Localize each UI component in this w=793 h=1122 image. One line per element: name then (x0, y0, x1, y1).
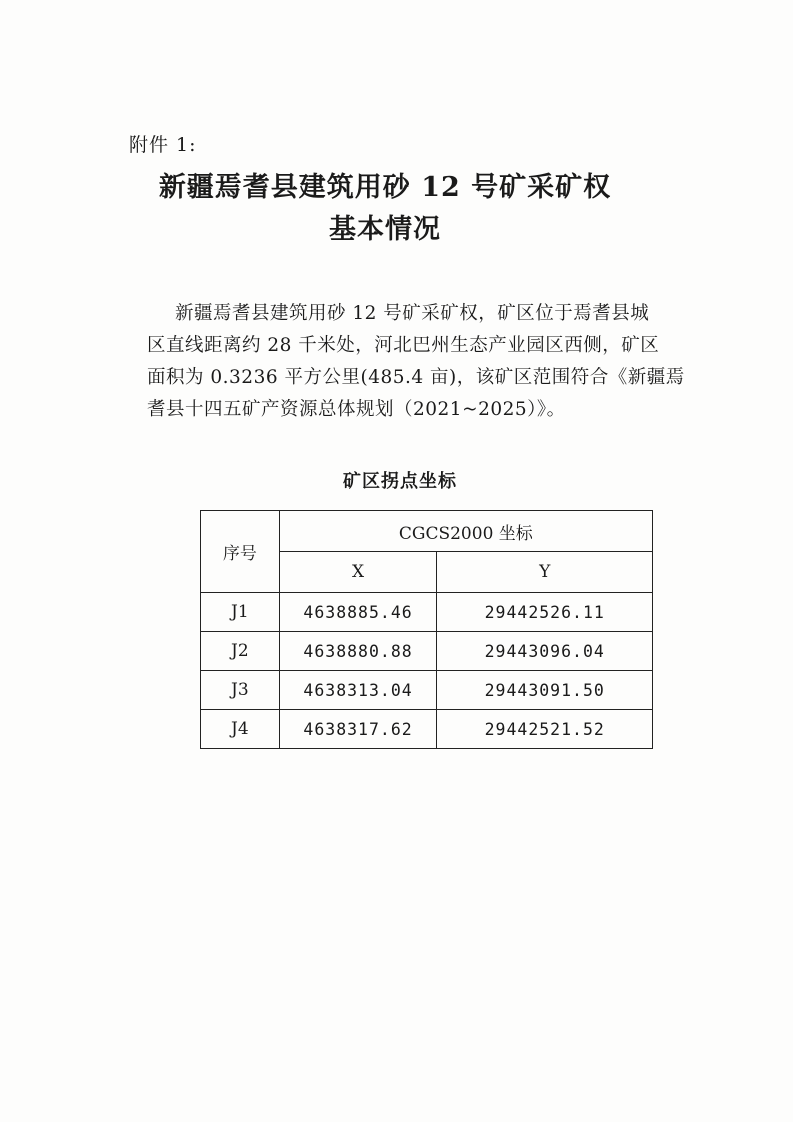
header-x: X (279, 552, 437, 593)
paragraph-line: 面积为 0.3236 平方公里(485.4 亩)，该矿区范围符合《新疆焉 (147, 367, 685, 388)
table-header-row (201, 511, 653, 552)
table-caption: 矿区拐点坐标 (343, 471, 457, 492)
coordinates-table (200, 510, 653, 749)
table-row (201, 632, 653, 671)
table-row (201, 671, 653, 710)
table-row (201, 710, 653, 749)
attachment-label: 附件 1: (129, 134, 197, 156)
header-serial-number: 序号 (201, 511, 280, 593)
body-paragraph (147, 298, 685, 426)
x-coordinate: 4638313.04 (279, 671, 437, 710)
paragraph-line: 新疆焉耆县建筑用砂 12 号矿采矿权，矿区位于焉耆县城 (175, 303, 650, 324)
y-coordinate: 29443091.50 (437, 671, 653, 710)
header-y: Y (437, 552, 653, 593)
point-id: J4 (201, 710, 280, 749)
table-row (201, 593, 653, 632)
x-coordinate: 4638885.46 (279, 593, 437, 632)
x-coordinate: 4638880.88 (279, 632, 437, 671)
y-coordinate: 29442521.52 (437, 710, 653, 749)
document-title: 新疆焉耆县建筑用砂 12 号矿采矿权 (158, 172, 612, 203)
y-coordinate: 29442526.11 (437, 593, 653, 632)
paragraph-line: 耆县十四五矿产资源总体规划（2021~2025）》。 (147, 399, 566, 420)
point-id: J3 (201, 671, 280, 710)
document-subtitle: 基本情况 (329, 214, 441, 245)
point-id: J2 (201, 632, 280, 671)
header-coordinate-system: CGCS2000 坐标 (279, 511, 652, 552)
y-coordinate: 29443096.04 (437, 632, 653, 671)
paragraph-line: 区直线距离约 28 千米处，河北巴州生态产业园区西侧，矿区 (147, 335, 660, 356)
x-coordinate: 4638317.62 (279, 710, 437, 749)
point-id: J1 (201, 593, 280, 632)
